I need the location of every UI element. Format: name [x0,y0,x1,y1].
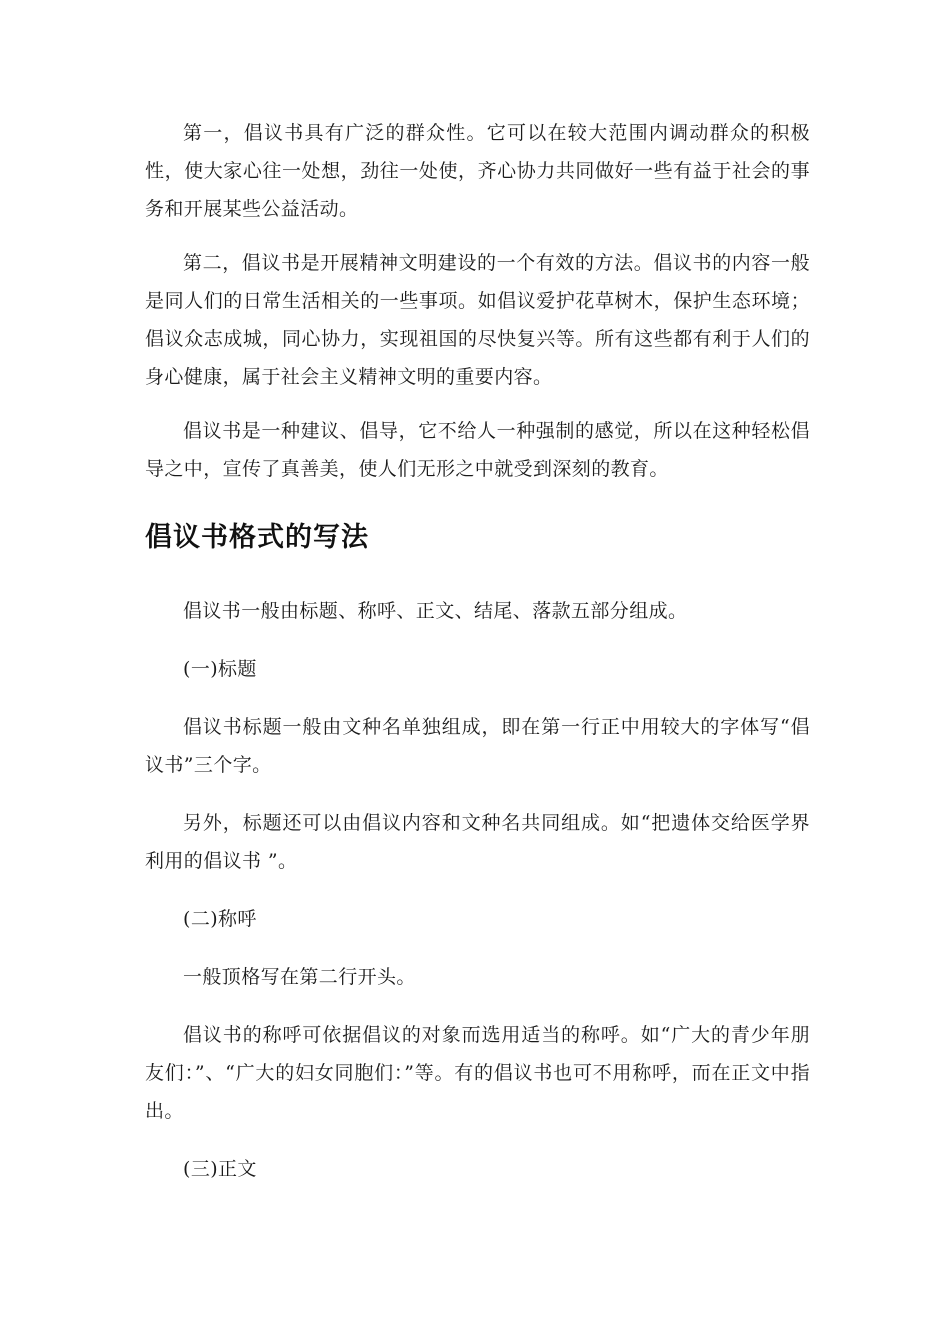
paragraph-salutation-desc-1: 一般顶格写在第二行开头。 [183,966,416,988]
document-page [145,114,810,1188]
subheading-body: (三)正文 [183,1158,257,1180]
section-heading: 倡议书格式的写法 [145,522,369,553]
subheading-salutation: (二)称呼 [183,908,257,930]
paragraph-feature-1: 第一，倡议书具有广泛的群众性。它可以在较大范围内调动群众的积极性，使大家心往一处想，劲往一处使，齐心协力共同做好一些有益于社会的事务和开展某些公益活动。 [145,122,810,220]
paragraph-salutation-desc-2: 倡议书的称呼可依据倡议的对象而选用适当的称呼。如“广大的青少年朋友们：”、“广大的妇女同胞们：”等。有的倡议书也可不用称呼，而在正文中指出。 [145,1024,810,1122]
paragraph-title-desc-1: 倡议书标题一般由文种名单独组成，即在第一行正中用较大的字体写“倡议书”三个字。 [145,716,810,776]
paragraph-feature-summary: 倡议书是一种建议、倡导，它不给人一种强制的感觉，所以在这种轻松倡导之中，宣传了真善美，使人们无形之中就受到深刻的教育。 [145,420,810,480]
subheading-title: (一)标题 [183,658,257,680]
paragraph-feature-2: 第二，倡议书是开展精神文明建设的一个有效的方法。倡议书的内容一般是同人们的日常生活相关的一些事项。如倡议爱护花草树木，保护生态环境；倡议众志成城，同心协力，实现祖国的尽快复兴等。所有这些都有利于人们的身心健康，属于社会主义精神文明的重要内容。 [145,252,810,388]
paragraph-format-overview: 倡议书一般由标题、称呼、正文、结尾、落款五部分组成。 [183,600,688,622]
paragraph-title-desc-2: 另外，标题还可以由倡议内容和文种名共同组成。如“把遗体交给医学界利用的倡议书 ”。 [145,812,810,872]
